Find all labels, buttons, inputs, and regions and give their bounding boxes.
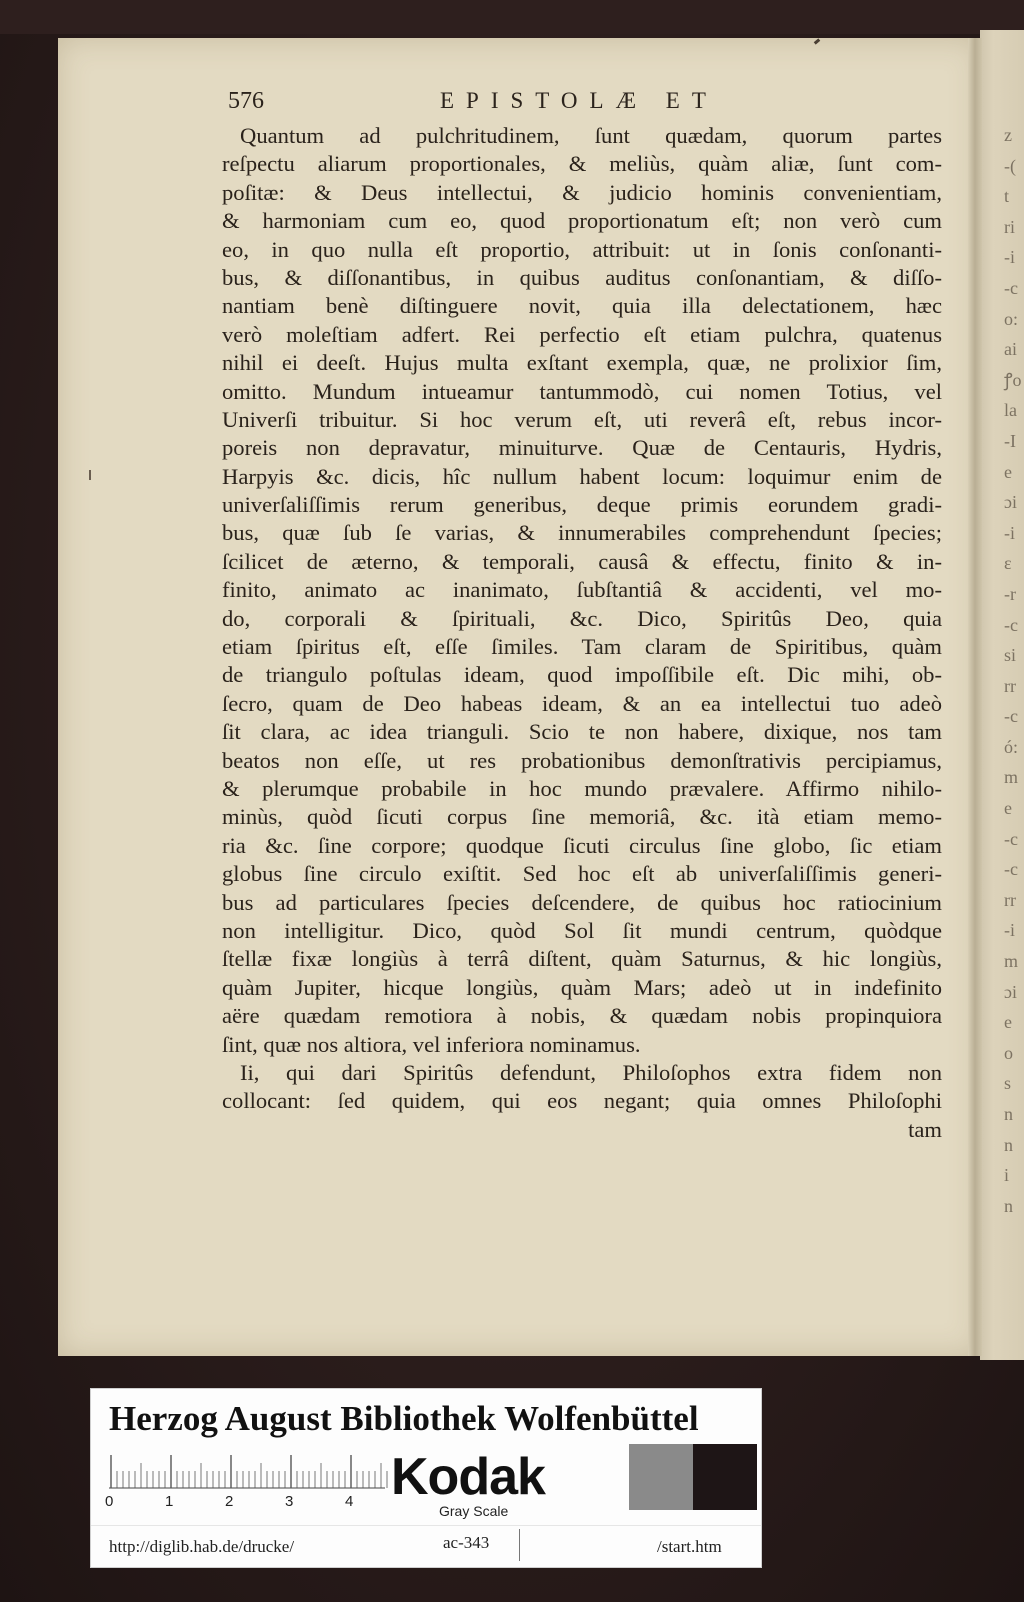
ruler-number: 1 [165, 1493, 174, 1510]
facing-fragment: t [1004, 186, 1010, 207]
body-text [222, 122, 942, 1144]
facing-fragment: -c [1004, 859, 1018, 880]
text-line: omitto. Mundum intueamur tantummodò, cui nomen Totius, vel [222, 378, 942, 404]
facing-fragment: m [1004, 951, 1019, 972]
text-line: poreis non depravatur, minuiturve. Quæ de Centauris, Hydris, [222, 435, 942, 461]
text-line: Univerſi tribuitur. Si hoc verum eſt, uti reverâ eſt, rebus incor- [222, 406, 942, 432]
ruler-number: 4 [345, 1493, 354, 1510]
facing-fragment: ai [1004, 339, 1017, 360]
text-line: nantiam benè diſtinguere novit, quia illa delectationem, hæc [222, 293, 942, 319]
facing-fragment: ri [1004, 216, 1015, 237]
url-base[interactable]: http://diglib.hab.de/drucke/ [109, 1537, 295, 1556]
url-suffix[interactable]: /start.htm [657, 1537, 722, 1556]
library-color-target-label [90, 1388, 762, 1568]
facing-fragment: -c [1004, 706, 1018, 727]
facing-fragment: m [1004, 767, 1019, 788]
facing-fragment: la [1004, 400, 1017, 421]
text-line: aëre quædam remotiora à nobis, & quædam nobis propinquiora [222, 1003, 942, 1029]
text-line: ſint, quæ nos altiora, vel inferiora nominamus. [222, 1031, 641, 1057]
text-line: bus, quæ ſub ſe varias, & innumerabiles comprehendunt ſpecies; [222, 520, 942, 546]
facing-fragment: o: [1004, 308, 1019, 329]
running-head: EPISTOLÆ ET [440, 88, 718, 113]
text-line: ſit clara, ac idea trianguli. Scio te non habere, dixique, nos tam [222, 719, 942, 745]
label-divider [91, 1525, 761, 1526]
text-line: Harpyis &c. dicis, hîc nullum habent locum: loquimur enim de [222, 463, 942, 489]
facing-fragment: -i [1004, 247, 1015, 268]
text-line: de triangulo poſtulas ideam, quod impoſſibile eſt. Dic mihi, ob- [222, 662, 942, 688]
facing-fragment: -c [1004, 614, 1018, 635]
facing-fragment: i [1004, 1165, 1010, 1186]
facing-fragment: -i [1004, 522, 1015, 543]
text-line: minùs, quòd ſicuti corpus ſine memoriâ, &c. ità etiam memo- [222, 804, 942, 830]
facing-fragment: ɔi [1004, 981, 1017, 1002]
text-line: reſpectu aliarum proportionales, & meliùs, quàm aliæ, ſunt com- [222, 151, 942, 177]
ruler-scale [109, 1453, 389, 1489]
text-line: & harmoniam cum eo, quod proportionatum eſt; non verò cum [222, 208, 942, 234]
reference-separator [519, 1529, 520, 1561]
gray-patch-mid [629, 1444, 693, 1510]
text-line: etiam ſpiritus eſt, eſſe ſimiles. Tam claram de Spiritibus, quàm [222, 634, 942, 660]
text-line: do, corporali & ſpirituali, &c. Dico, Spiritûs Deo, quia [222, 605, 942, 631]
text-line: univerſaliſſimis rerum generibus, deque primis eorundem gradi- [222, 492, 942, 518]
text-line: bus, & diſſonantibus, in quibus auditus conſonantiam, & diſſo- [222, 264, 942, 290]
text-line: nihil ei deeſt. Hujus multa exſtant exempla, quæ, ne prolixior ſim, [222, 350, 942, 376]
facing-fragment: e [1004, 1012, 1012, 1033]
text-line: finito, animato ac inanimato, ſubſtantiâ & accidenti, vel mo- [222, 577, 942, 603]
text-line: ria &c. ſine corpore; quodque ſicuti circulus ſine globo, ſic etiam [222, 832, 942, 858]
gray-patch-dark [693, 1444, 757, 1510]
facing-fragment: o [1004, 1042, 1013, 1063]
facing-page-text-fragments [1004, 120, 1024, 1221]
text-line: eo, in quo nulla eſt proportio, attribuit: ut in ſonis conſonanti- [222, 236, 942, 262]
catchword: tam [908, 1116, 942, 1142]
library-name: Herzog August Bibliothek Wolfenbüttel [109, 1399, 699, 1438]
text-line: quàm Jupiter, hicque longiùs, quàm Mars; adeò ut in indefinito [222, 974, 942, 1000]
facing-fragment: -c [1004, 828, 1018, 849]
text-line: ſtellæ fixæ longiùs à terrâ diſtent, quàm Saturnus, & hic longiùs, [222, 946, 942, 972]
facing-fragment: rr [1004, 675, 1016, 696]
kodak-logo: Kodak [391, 1448, 545, 1506]
text-line: collocant: ſed quidem, qui eos negant; quia omnes Philoſophi [222, 1088, 942, 1114]
ruler-number: 2 [225, 1493, 234, 1510]
facing-fragment: z [1004, 125, 1012, 145]
facing-fragment: s [1004, 1073, 1012, 1094]
ruler-number: 0 [105, 1493, 114, 1510]
facing-fragment: ꝭo [1004, 369, 1022, 390]
facing-fragment: -r [1004, 583, 1016, 604]
facing-fragment: -I [1004, 430, 1016, 451]
facing-fragment: e [1004, 798, 1012, 819]
margin-mark [89, 470, 91, 480]
facing-fragment: n [1004, 1134, 1013, 1155]
text-line: poſitæ: & Deus intellectui, & judicio hominis convenientiam, [222, 179, 942, 205]
facing-fragment: rr [1004, 889, 1016, 910]
facing-fragment: -( [1004, 155, 1016, 176]
facing-fragment: -c [1004, 277, 1018, 298]
facing-fragment: e [1004, 461, 1012, 482]
gutter-shadow [968, 38, 982, 1356]
text-line: Ii, qui dari Spiritûs defendunt, Philoſophos extra fidem non [240, 1059, 942, 1085]
text-line: & plerumque probabile in hoc mundo prævalere. Affirmo nihilo- [222, 775, 942, 801]
text-line: non intelligitur. Dico, quòd Sol ſit mundi centrum, quòdque [222, 917, 942, 943]
gray-scale-caption: Gray Scale [439, 1503, 509, 1519]
facing-fragment: si [1004, 645, 1017, 666]
ruler-number: 3 [285, 1493, 294, 1510]
facing-fragment: ɛ [1004, 553, 1012, 574]
page-header [228, 88, 938, 122]
text-line: Quantum ad pulchritudinem, ſunt quædam, quorum partes [240, 123, 942, 148]
facing-fragment: ó: [1004, 736, 1019, 757]
text-line: verò moleſtiam adfert. Rei perfectio eſt etiam pulchra, quatenus [222, 321, 942, 347]
text-line: ſcilicet de æterno, & temporali, causâ & effectu, finito & in- [222, 548, 942, 574]
page-number: 576 [228, 88, 264, 114]
text-line: ſecro, quam de Deo habeas ideam, & an ea intellectui tuo adeò [222, 690, 942, 716]
facing-fragment: n [1004, 1104, 1013, 1124]
text-line: globus ſine circulo exiſtit. Sed hoc eſt ab univerſaliſſimis generi- [222, 861, 942, 887]
shelf-reference: ac-343 [443, 1533, 490, 1552]
facing-fragment: -i [1004, 920, 1015, 941]
facing-fragment: ɔi [1004, 492, 1017, 513]
text-line: bus ad particulares ſpecies deſcendere, de quibus hoc ratiocinium [222, 889, 942, 915]
facing-fragment: n [1004, 1195, 1013, 1216]
text-line: beatos non eſſe, ut res probationibus demonſtrativis percipiamus, [222, 747, 942, 773]
top-backdrop-strip [0, 0, 1024, 34]
